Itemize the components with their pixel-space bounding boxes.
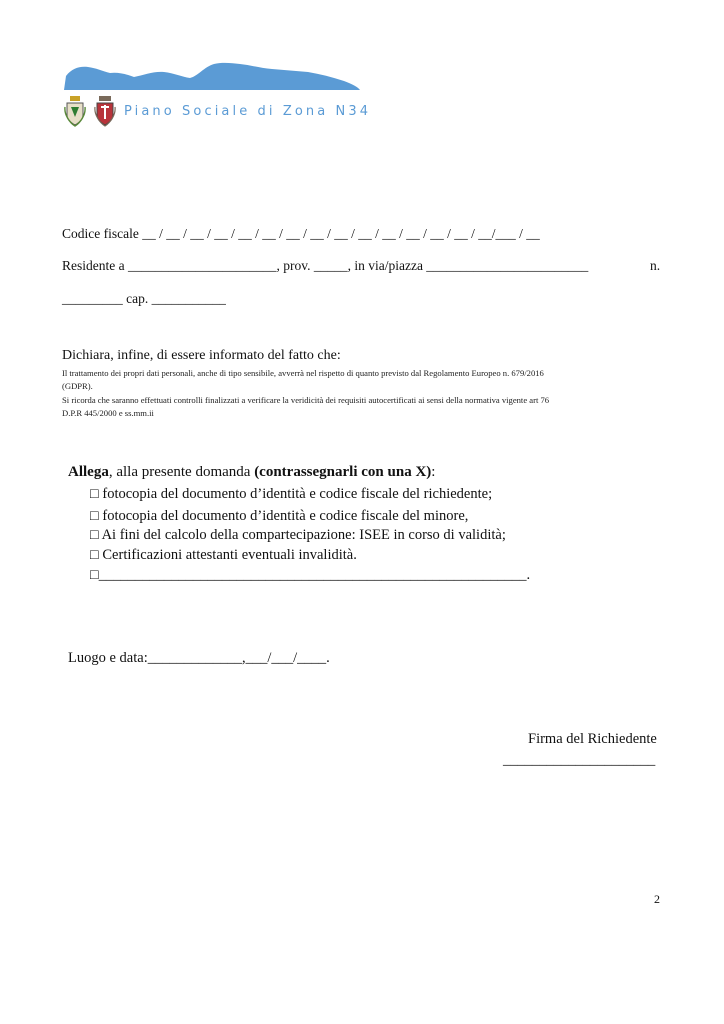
attachment-item bbox=[90, 567, 530, 584]
attachment-item-label: Ai fini del calcolo della compartecipazione: ISEE in corso di validità; bbox=[98, 527, 506, 543]
attachment-item bbox=[90, 527, 506, 544]
signature-line: _____________________ bbox=[503, 752, 656, 768]
declaration-line: Si ricorda che saranno effettuati controlli finalizzati a verificare la veridicità dei requisiti autocertificati ai sensi della normativa vigente art 76 bbox=[62, 395, 550, 405]
attachments-heading-text: , alla presente domanda bbox=[108, 464, 255, 480]
attachments-heading-colon: : bbox=[431, 464, 436, 480]
checkbox-icon[interactable]: □ bbox=[90, 486, 99, 502]
attachment-item-label: fotocopia del documento d’identità e codice fiscale del minore, bbox=[98, 508, 469, 524]
declaration-heading: Dichiara, infine, di essere informato del fatto che: bbox=[62, 348, 341, 363]
attachment-item-blank: ___________________________________________________________. bbox=[98, 567, 531, 583]
attachments-heading-bold: Allega bbox=[68, 464, 109, 480]
municipal-crest-icon bbox=[94, 95, 116, 127]
attachments-heading-instruction: (contrassegnarli con una X) bbox=[254, 464, 432, 480]
declaration-line: (GDPR). bbox=[62, 381, 93, 391]
declaration-line: D.P.R 445/2000 e ss.mm.ii bbox=[62, 408, 154, 418]
municipal-crest-icon bbox=[64, 95, 86, 127]
attachments-heading bbox=[68, 464, 435, 481]
checkbox-icon[interactable]: □ bbox=[90, 508, 99, 524]
mountain-logo-icon bbox=[62, 58, 362, 92]
signature-label: Firma del Richiedente bbox=[528, 731, 657, 747]
attachment-item bbox=[90, 508, 468, 525]
checkbox-icon[interactable]: □ bbox=[90, 527, 99, 543]
cap-field: _________ cap. ___________ bbox=[62, 291, 226, 306]
place-date-field: Luogo e data:_____________,___/___/____. bbox=[68, 650, 330, 666]
residente-field: Residente a ______________________, prov. _____, in via/piazza ________________________ bbox=[62, 258, 589, 273]
residente-number-label: n. bbox=[650, 258, 661, 273]
checkbox-icon[interactable]: □ bbox=[90, 547, 99, 563]
attachment-item bbox=[90, 547, 357, 564]
logo-text: Piano Sociale di Zona N34 bbox=[124, 104, 372, 119]
attachment-item-label: Certificazioni attestanti eventuali invalidità. bbox=[98, 547, 357, 563]
declaration-line: Il trattamento dei propri dati personali, anche di tipo sensibile, avverrà nel rispetto di quanto previsto dal Regolamento Europeo n. 679/2016 bbox=[62, 368, 544, 378]
page-number: 2 bbox=[654, 892, 660, 906]
attachment-item-label: fotocopia del documento d’identità e codice fiscale del richiedente; bbox=[98, 486, 493, 502]
attachment-item bbox=[90, 486, 492, 503]
checkbox-icon[interactable]: □ bbox=[90, 567, 99, 583]
codice-fiscale-field: Codice fiscale __ / __ / __ / __ / __ / __ / __ / __ / __ / __ / __ / __ / __ / __ / __/___ / __ bbox=[62, 226, 540, 241]
